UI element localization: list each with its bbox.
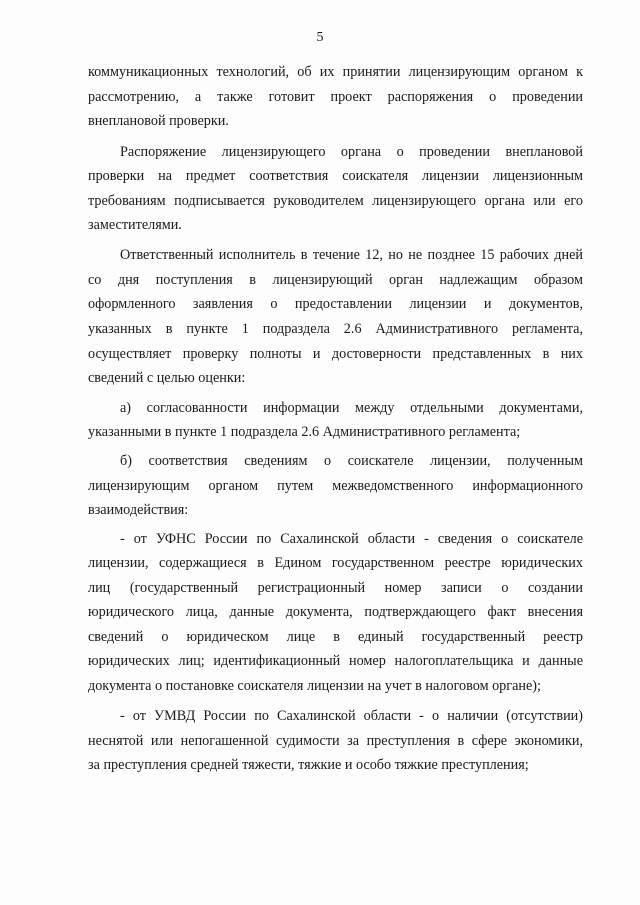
text-line: заместителями. (88, 217, 182, 233)
text-line: сведений с целью оценки: (88, 370, 246, 386)
dash-item-ufns: - от УФНС России по Сахалинской области - сведения о соискателе (120, 531, 583, 547)
text-line: проверки на предмет соответствия соискателя лицензии лицензионным (88, 168, 583, 184)
page-number: 5 (316, 30, 324, 45)
text-line: документа о постановке соискателя лицензии на учет в налоговом органе); (88, 678, 541, 694)
text-line: со дня поступления в лицензирующий орган надлежащим образом (88, 272, 583, 288)
list-item-a: а) согласованности информации между отдельными документами, (120, 400, 583, 416)
paragraph-first-line: Ответственный исполнитель в течение 12, но не позднее 15 рабочих дней (120, 247, 583, 263)
paragraph-first-line: Распоряжение лицензирующего органа о проведении внеплановой (120, 144, 583, 160)
text-line: внеплановой проверки. (88, 113, 229, 129)
text-line: взаимодействия: (88, 502, 189, 518)
list-item-b: б) соответствия сведениям о соискателе лицензии, полученным (120, 453, 583, 469)
text-line: рассмотрению, а также готовит проект распоряжения о проведении (88, 89, 583, 105)
text-line: указанных в пункте 1 подраздела 2.6 Административного регламента, (88, 321, 583, 337)
text-line: юридического лица, данные документа, подтверждающего факт внесения (88, 604, 583, 620)
text-line: сведений о юридическом лице в единый государственный реестр (88, 629, 583, 645)
text-line: требованиям подписывается руководителем лицензирующего органа или его (88, 193, 583, 209)
text-line: за преступления средней тяжести, тяжкие и особо тяжкие преступления; (88, 757, 529, 773)
text-line: лицензирующим органом путем межведомственного информационного (88, 478, 583, 494)
text-line: лиц (государственный регистрационный номер записи о создании (88, 580, 583, 596)
text-line: указанными в пункте 1 подраздела 2.6 Административного регламента; (88, 424, 521, 440)
text-line: лицензии, содержащиеся в Едином государственном реестре юридических (88, 555, 583, 571)
text-line: юридических лиц; идентификационный номер налогоплательщика и данные (88, 653, 583, 669)
text-line: неснятой или непогашенной судимости за преступления в сфере экономики, (88, 733, 583, 749)
text-line: осуществляет проверку полноты и достоверности представленных в них (88, 346, 583, 362)
text-line: оформленного заявления о предоставлении лицензии и документов, (88, 296, 583, 312)
text-line: коммуникационных технологий, об их принятии лицензирующим органом к (88, 64, 583, 80)
dash-item-umvd: - от УМВД России по Сахалинской области - о наличии (отсутствии) (120, 708, 583, 724)
